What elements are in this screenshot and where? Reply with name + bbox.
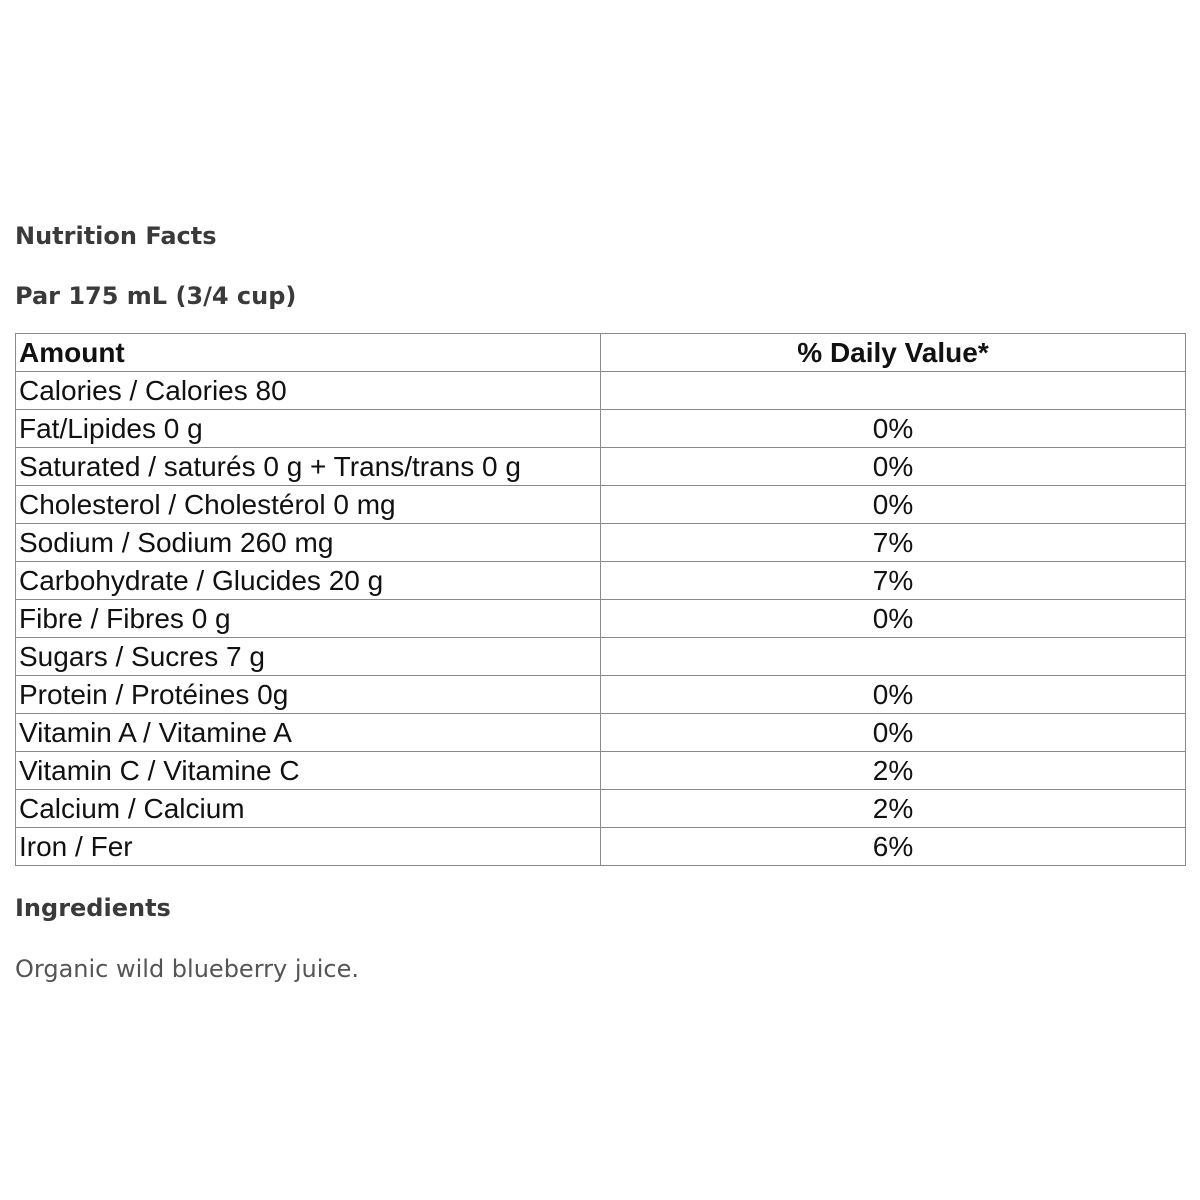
daily-value-cell: 0% (601, 410, 1186, 448)
table-row (16, 676, 1186, 714)
table-row (16, 448, 1186, 486)
nutrient-cell: Calories / Calories 80 (16, 372, 601, 410)
daily-value-cell: 2% (601, 790, 1186, 828)
nutrient-cell: Calcium / Calcium (16, 790, 601, 828)
nutrient-cell: Fibre / Fibres 0 g (16, 600, 601, 638)
header-amount: Amount (16, 334, 601, 372)
daily-value-cell: 0% (601, 676, 1186, 714)
nutrient-cell: Protein / Protéines 0g (16, 676, 601, 714)
nutrient-cell: Saturated / saturés 0 g + Trans/trans 0 g (16, 448, 601, 486)
nutrient-cell: Vitamin A / Vitamine A (16, 714, 601, 752)
daily-value-cell (601, 372, 1186, 410)
table-row (16, 714, 1186, 752)
nutrient-cell: Sodium / Sodium 260 mg (16, 524, 601, 562)
nutrient-cell: Sugars / Sucres 7 g (16, 638, 601, 676)
nutrient-cell: Cholesterol / Cholestérol 0 mg (16, 486, 601, 524)
daily-value-cell (601, 638, 1186, 676)
nutrient-cell: Fat/Lipides 0 g (16, 410, 601, 448)
table-header-row (16, 334, 1186, 372)
daily-value-cell: 6% (601, 828, 1186, 866)
nutrient-cell: Carbohydrate / Glucides 20 g (16, 562, 601, 600)
table-row (16, 752, 1186, 790)
daily-value-cell: 0% (601, 486, 1186, 524)
daily-value-cell: 0% (601, 600, 1186, 638)
nutrition-facts-heading: Nutrition Facts (15, 222, 217, 250)
table-row (16, 486, 1186, 524)
nutrition-table (15, 333, 1186, 866)
table-row (16, 828, 1186, 866)
daily-value-cell: 0% (601, 714, 1186, 752)
daily-value-cell: 2% (601, 752, 1186, 790)
daily-value-cell: 7% (601, 524, 1186, 562)
table-row (16, 790, 1186, 828)
table-row (16, 562, 1186, 600)
daily-value-cell: 0% (601, 448, 1186, 486)
table-row (16, 372, 1186, 410)
nutrient-cell: Vitamin C / Vitamine C (16, 752, 601, 790)
table-row (16, 410, 1186, 448)
table-row (16, 524, 1186, 562)
daily-value-cell: 7% (601, 562, 1186, 600)
ingredients-text: Organic wild blueberry juice. (15, 955, 359, 983)
nutrient-cell: Iron / Fer (16, 828, 601, 866)
ingredients-heading: Ingredients (15, 894, 171, 922)
header-daily-value: % Daily Value* (601, 334, 1186, 372)
table-row (16, 638, 1186, 676)
serving-size-label: Par 175 mL (3/4 cup) (15, 282, 297, 310)
table-row (16, 600, 1186, 638)
